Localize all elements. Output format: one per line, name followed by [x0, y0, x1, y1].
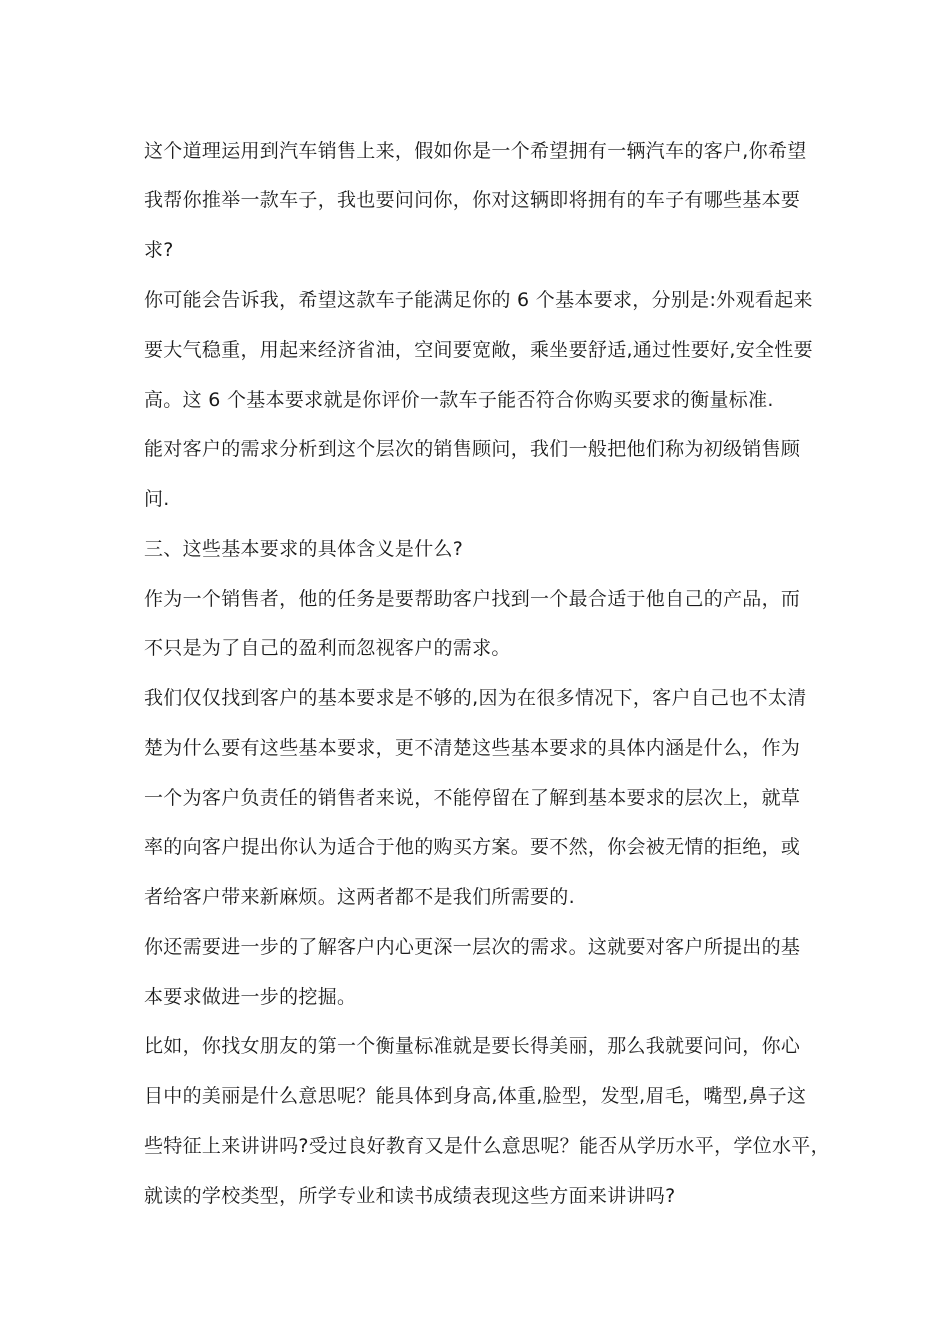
- text-line: 我们仅仅找到客户的基本要求是不够的,因为在很多情况下，客户自己也不太清: [144, 687, 807, 709]
- text-line: 一个为客户负责任的销售者来说，不能停留在了解到基本要求的层次上，就草: [144, 787, 801, 809]
- text-line: 楚为什么要有这些基本要求，更不清楚这些基本要求的具体内涵是什么，作为: [144, 737, 801, 759]
- text-line: 能对客户的需求分析到这个层次的销售顾问，我们一般把他们称为初级销售顾: [144, 438, 801, 460]
- text-line: 你还需要进一步的了解客户内心更深一层次的需求。这就要对客户所提出的基: [144, 936, 801, 958]
- text-line: 些特征上来讲讲吗?受过良好教育又是什么意思呢？能否从学历水平，学位水平，: [144, 1135, 830, 1157]
- text-line: 要大气稳重，用起来经济省油，空间要宽敞，乘坐要舒适,通过性要好,安全性要: [144, 339, 813, 361]
- section-heading: 三、这些基本要求的具体含义是什么?: [144, 538, 464, 560]
- text-line: 问.: [144, 488, 170, 510]
- text-line: 不只是为了自己的盈利而忽视客户的需求。: [144, 637, 511, 659]
- text-line: 求?: [144, 239, 174, 261]
- text-line: 作为一个销售者，他的任务是要帮助客户找到一个最合适于他自己的产品，而: [144, 588, 801, 610]
- text-line: 你可能会告诉我，希望这款车子能满足你的 6 个基本要求，分别是:外观看起来: [144, 289, 813, 311]
- text-line: 比如，你找女朋友的第一个衡量标准就是要长得美丽，那么我就要问问，你心: [144, 1035, 801, 1057]
- text-line: 率的向客户提出你认为适合于他的购买方案。要不然，你会被无情的拒绝，或: [144, 836, 801, 858]
- text-line: 目中的美丽是什么意思呢？能具体到身高,体重,脸型，发型,眉毛，嘴型,鼻子这: [144, 1085, 807, 1107]
- text-line: 这个道理运用到汽车销售上来，假如你是一个希望拥有一辆汽车的客户,你希望: [144, 140, 807, 162]
- text-line: 者给客户带来新麻烦。这两者都不是我们所需要的.: [144, 886, 575, 908]
- text-line: 就读的学校类型，所学专业和读书成绩表现这些方面来讲讲吗?: [144, 1185, 676, 1207]
- text-line: 高。这 6 个基本要求就是你评价一款车子能否符合你购买要求的衡量标准.: [144, 389, 774, 411]
- text-line: 我帮你推举一款车子，我也要问问你，你对这辆即将拥有的车子有哪些基本要: [144, 189, 801, 211]
- text-line: 本要求做进一步的挖掘。: [144, 986, 357, 1008]
